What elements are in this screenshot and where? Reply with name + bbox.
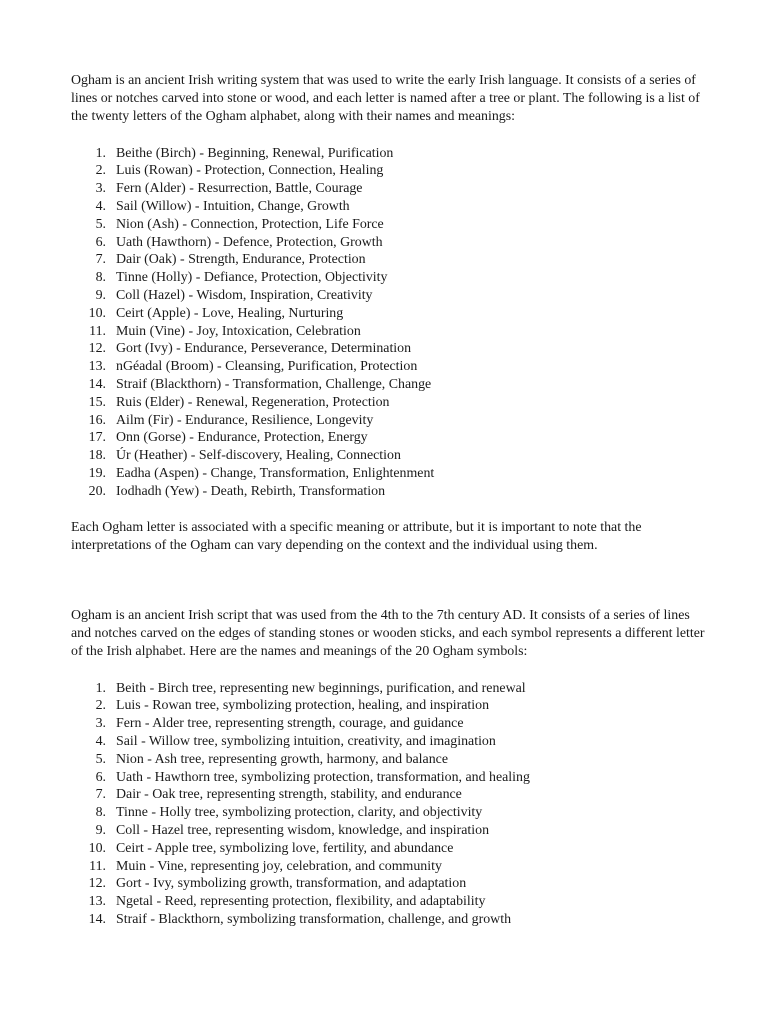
list-item-text: Muin - Vine, representing joy, celebration, and community (116, 858, 442, 874)
list-item-number: 4. (95, 199, 106, 214)
list-item-number: 5. (95, 216, 106, 232)
list-item-text: Ngetal - Reed, representing protection, flexibility, and adaptability (116, 894, 486, 910)
list-item-number: 6. (95, 769, 106, 785)
list-item (71, 911, 711, 929)
list-item (71, 216, 711, 234)
list-item-number: 18. (88, 448, 106, 464)
list-item-number: 19. (88, 465, 106, 481)
list-item (71, 145, 711, 163)
list-item-number: 12. (88, 876, 106, 892)
list-item-text: Fern - Alder tree, representing strength, courage, and guidance (116, 716, 464, 732)
list-item (71, 412, 711, 430)
list-item (71, 840, 711, 858)
section1-list (71, 145, 711, 501)
list-item (71, 234, 711, 252)
list-item-number: 7. (95, 252, 106, 268)
list-item (71, 715, 711, 733)
list-item-text: nGéadal (Broom) - Cleansing, Purification, Protection (116, 359, 418, 375)
list-item-number: 8. (95, 805, 106, 821)
list-item-text: Straif - Blackthorn, symbolizing transformation, challenge, and growth (116, 911, 512, 927)
list-item (71, 893, 711, 911)
list-item (71, 305, 711, 323)
list-item (71, 162, 711, 180)
list-item (71, 340, 711, 358)
list-item-text: Fern (Alder) - Resurrection, Battle, Courage (116, 181, 363, 197)
list-item (71, 822, 711, 840)
list-item-text: Dair - Oak tree, representing strength, stability, and endurance (116, 787, 462, 803)
list-item (71, 429, 711, 447)
list-item-text: Gort - Ivy, symbolizing growth, transformation, and adaptation (116, 876, 467, 892)
list-item-number: 3. (95, 716, 106, 732)
list-item-number: 1. (95, 680, 106, 696)
list-item-text: Úr (Heather) - Self-discovery, Healing, Connection (116, 448, 401, 464)
list-item-text: Sail (Willow) - Intuition, Change, Growth (116, 199, 350, 214)
list-item (71, 358, 711, 376)
list-item-text: Coll (Hazel) - Wisdom, Inspiration, Creativity (116, 287, 373, 303)
list-item-number: 5. (95, 751, 106, 767)
list-item-number: 1. (95, 145, 106, 161)
list-item-number: 2. (95, 163, 106, 179)
list-item-text: Onn (Gorse) - Endurance, Protection, Energy (116, 430, 368, 446)
section2-list (71, 680, 711, 929)
list-item (71, 447, 711, 465)
list-item (71, 483, 711, 501)
list-item-text: Iodhadh (Yew) - Death, Rebirth, Transformation (116, 483, 386, 499)
list-item-text: Uath - Hawthorn tree, symbolizing protection, transformation, and healing (116, 769, 530, 785)
section2-intro: Ogham is an ancient Irish script that was used from the 4th to the 7th century AD. It consists of a series of lines and notches carved on the edges of standing stones or wooden sticks, and each symbol represents a different letter of the Irish alphabet. Here are the names and meanings of the 20 Ogham symbols: (71, 607, 705, 660)
list-item-text: Nion (Ash) - Connection, Protection, Life Force (116, 216, 384, 232)
list-item-text: Ceirt (Apple) - Love, Healing, Nurturing (116, 305, 344, 321)
list-item-text: Eadha (Aspen) - Change, Transformation, Enlightenment (116, 465, 435, 481)
list-item (71, 751, 711, 769)
list-item-number: 13. (88, 359, 106, 375)
list-item (71, 680, 711, 698)
list-item-number: 17. (88, 430, 106, 446)
list-item-text: Luis (Rowan) - Protection, Connection, Healing (116, 163, 384, 179)
list-item (71, 786, 711, 804)
list-item-number: 6. (95, 234, 106, 250)
list-item (71, 804, 711, 822)
list-item-text: Sail - Willow tree, symbolizing intuition, creativity, and imagination (116, 733, 496, 749)
list-item (71, 394, 711, 412)
list-item-text: Straif (Blackthorn) - Transformation, Challenge, Change (116, 376, 432, 392)
list-item-number: 10. (88, 305, 106, 321)
list-item-number: 14. (88, 911, 106, 927)
list-item-text: Dair (Oak) - Strength, Endurance, Protection (116, 252, 366, 268)
list-item (71, 697, 711, 715)
list-item-number: 13. (88, 894, 106, 910)
list-item-number: 10. (88, 840, 106, 856)
list-item-number: 9. (95, 822, 106, 838)
document-page (71, 72, 711, 929)
list-item-number: 16. (88, 412, 106, 428)
list-item (71, 287, 711, 305)
list-item (71, 269, 711, 287)
list-item-text: Ceirt - Apple tree, symbolizing love, fertility, and abundance (116, 840, 454, 856)
list-item-text: Luis - Rowan tree, symbolizing protection, healing, and inspiration (116, 698, 490, 714)
list-item-number: 7. (95, 787, 106, 803)
list-item-text: Beith - Birch tree, representing new beginnings, purification, and renewal (116, 680, 526, 696)
list-item-number: 4. (95, 733, 106, 749)
list-item-number: 2. (95, 698, 106, 714)
list-item-number: 11. (89, 323, 106, 339)
list-item-number: 14. (88, 376, 106, 392)
list-item-text: Beithe (Birch) - Beginning, Renewal, Purification (116, 145, 394, 161)
list-item-number: 8. (95, 270, 106, 286)
list-item-text: Gort (Ivy) - Endurance, Perseverance, Determination (116, 341, 412, 357)
list-item (71, 465, 711, 483)
list-item (71, 198, 711, 216)
list-item-text: Coll - Hazel tree, representing wisdom, knowledge, and inspiration (116, 822, 490, 838)
list-item-number: 12. (88, 341, 106, 357)
list-item (71, 180, 711, 198)
list-item-text: Uath (Hawthorn) - Defence, Protection, Growth (116, 234, 383, 250)
list-item (71, 769, 711, 787)
list-item (71, 323, 711, 341)
list-item-text: Ruis (Elder) - Renewal, Regeneration, Protection (116, 394, 390, 410)
list-item (71, 858, 711, 876)
list-item (71, 875, 711, 893)
list-item-number: 3. (95, 181, 106, 197)
section1-intro: Ogham is an ancient Irish writing system that was used to write the early Irish language. It consists of a series of lines or notches carved into stone or wood, and each letter is named after a tree or plant. The following is a list of the twenty letters of the Ogham alphabet, along with their names and meanings: (71, 73, 700, 125)
list-item (71, 733, 711, 751)
list-item-number: 9. (95, 287, 106, 303)
section1-closing: Each Ogham letter is associated with a specific meaning or attribute, but it is important to note that the interpretations of the Ogham can vary depending on the context and the individual using them. (71, 519, 642, 553)
list-item-number: 20. (88, 483, 106, 499)
list-item-number: 11. (89, 858, 106, 874)
list-item-number: 15. (88, 394, 106, 410)
list-item-text: Ailm (Fir) - Endurance, Resilience, Longevity (116, 412, 374, 428)
list-item-text: Muin (Vine) - Joy, Intoxication, Celebration (116, 323, 361, 339)
list-item (71, 251, 711, 269)
list-item-text: Nion - Ash tree, representing growth, harmony, and balance (116, 751, 448, 767)
list-item-text: Tinne (Holly) - Defiance, Protection, Objectivity (116, 270, 388, 286)
list-item (71, 376, 711, 394)
list-item-text: Tinne - Holly tree, symbolizing protection, clarity, and objectivity (116, 805, 483, 821)
